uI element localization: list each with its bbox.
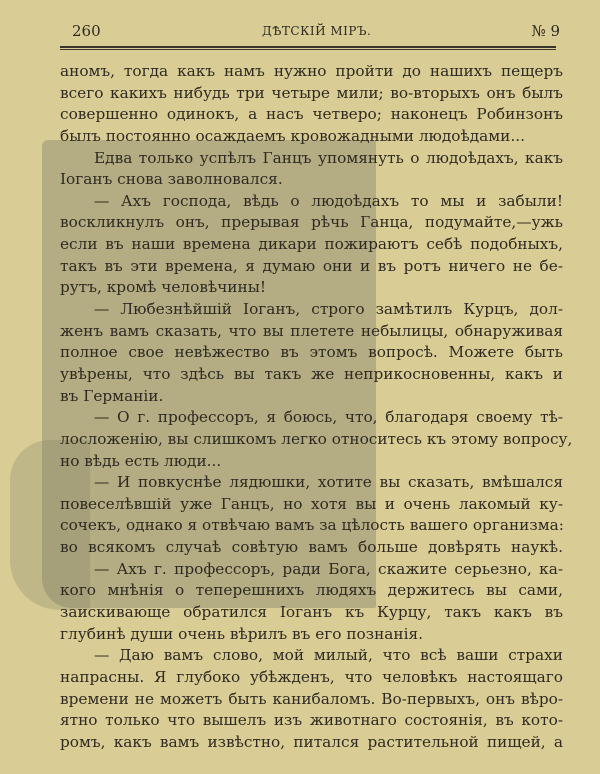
page-header <box>72 22 560 44</box>
issue-number: № 9 <box>531 22 560 40</box>
text-line: полное свое невѣжество въ этомъ вопросѣ. Можете быть <box>60 343 563 362</box>
header-rule <box>60 46 556 50</box>
text-line: совершенно одинокъ, а насъ четверо; наконецъ Робинзонъ <box>60 105 563 124</box>
page-number: 260 <box>72 22 101 40</box>
text-line: всего какихъ нибудь три четыре мили; во-вторыхъ онъ былъ <box>60 83 563 102</box>
text-line: если въ наши времена дикари пожираютъ себѣ подобныхъ, <box>60 235 563 254</box>
text-line: ятно только что вышелъ изъ животнаго состоянія, въ кото- <box>60 711 563 730</box>
text-line: — Даю вамъ слово, мой милый, что всѣ ваши страхи <box>94 646 563 665</box>
text-line: повеселѣвшій уже Ганцъ, но хотя вы и очень лакомый ку- <box>60 494 563 513</box>
text-line: сочекъ, однако я отвѣчаю вамъ за цѣлость вашего организма: <box>60 516 564 535</box>
text-line: — Ахъ г. профессоръ, ради Бога, скажите серьезно, ка- <box>94 559 563 578</box>
text-line: Іоганъ снова заволновался. <box>60 170 283 189</box>
text-line: напрасны. Я глубоко убѣжденъ, что человѣкъ настоящаго <box>60 667 563 686</box>
text-line: Едва только успѣлъ Ганцъ упомянуть о людоѣдахъ, какъ <box>94 148 563 167</box>
text-line: лосложенію, вы слишкомъ легко относитесь къ этому вопросу, <box>60 429 573 448</box>
text-line: заискивающе обратился Іоганъ къ Курцу, такъ какъ въ <box>60 603 563 622</box>
text-line: во всякомъ случаѣ совѣтую вамъ больше довѣрять наукѣ. <box>60 538 563 557</box>
text-line: аномъ, тогда какъ намъ нужно пройти до нашихъ пещеръ <box>60 62 563 80</box>
text-line: рутъ, кромѣ человѣчины! <box>60 278 267 297</box>
text-line: такъ въ эти времена, я думаю они и въ ротъ ничего не бе- <box>60 256 563 275</box>
text-line: воскликнулъ онъ, прерывая рѣчь Ганца, подумайте,—ужь <box>60 213 563 232</box>
text-line: былъ постоянно осаждаемъ кровожадными людоѣдами... <box>60 126 525 145</box>
text-line: ромъ, какъ вамъ извѣстно, питался растительной пищей, а <box>60 732 563 751</box>
text-line: времени не можетъ быть канибаломъ. Во-первыхъ, онъ вѣро- <box>60 689 563 708</box>
text-line: — Любезнѣйшій Іоганъ, строго замѣтилъ Курцъ, дол- <box>94 300 563 319</box>
text-line: — Ахъ господа, вѣдь о людоѣдахъ то мы и забыли! <box>94 191 563 210</box>
text-line: — О г. профессоръ, я боюсь, что, благодаря своему тѣ- <box>94 408 563 427</box>
text-line: но вѣдь есть люди... <box>60 451 222 470</box>
journal-title: ДѢТСКІЙ МІРЪ. <box>262 24 372 38</box>
text-line: кого мнѣнія о теперешнихъ людяхъ держитесь вы сами, <box>60 581 563 600</box>
text-line: — И повкуснѣе лядюшки, хотите вы сказать, вмѣшался <box>94 473 563 492</box>
text-line: въ Германіи. <box>60 386 164 405</box>
text-line: женъ вамъ сказать, что вы плетете небылицы, обнаруживая <box>60 321 563 340</box>
text-line: увѣрены, что здѣсь вы такъ же неприкосновенны, какъ и <box>60 364 563 383</box>
page-text <box>60 61 573 754</box>
text-line: глубинѣ души очень вѣрилъ въ его познанія. <box>60 624 424 643</box>
